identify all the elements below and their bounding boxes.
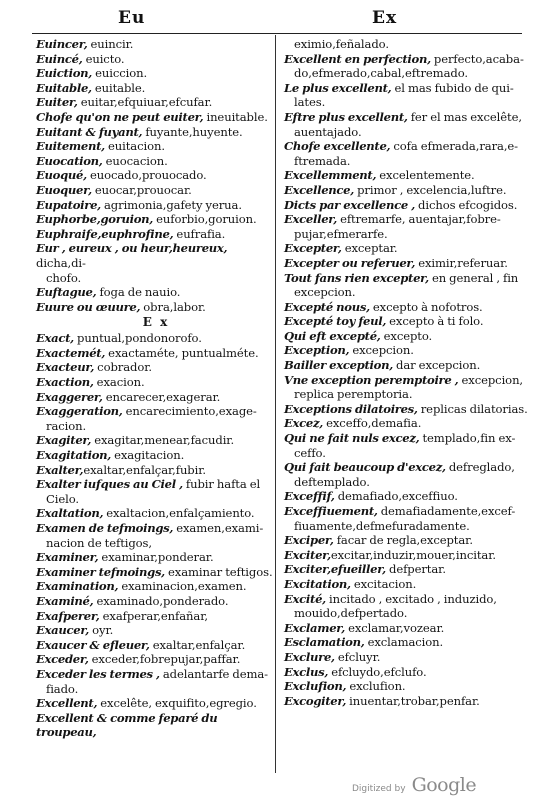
entry-translation: exagitar,menear,facudir. [91,433,235,448]
dictionary-entry [36,711,276,740]
dictionary-entry [36,696,276,711]
dictionary-entry [36,594,276,609]
dictionary-entry [284,110,528,125]
google-watermark [352,774,476,796]
entry-headword: Exaucer & efleuer, [36,637,150,652]
entry-translation: excepcion. [294,285,356,300]
entry-headword: Excellent, [36,696,98,711]
entry-translation: exaltar,enfalçar. [149,637,246,652]
entry-continuation [284,446,528,461]
entry-continuation [284,154,528,169]
section-title-ex: E x [142,315,170,330]
dictionary-entry [284,592,528,607]
entry-headword: Exceffif, [284,489,335,504]
entry-headword: Eftre plus excellent, [284,109,408,124]
entry-headword: Chofe excellente, [284,139,391,154]
entry-headword: Excepté toy feul, [284,314,387,329]
entry-translation: demafiadamente,excef- [377,504,516,518]
entry-translation: do,efmerado,cabal,eftremado. [294,66,468,81]
entry-translation: euocar,prouocar. [91,182,192,197]
entry-translation: euitable. [91,80,146,95]
entry-translation: fer el mas excelête, [407,109,522,124]
entry-translation: excitar,induzir,mouer,incitar. [330,547,496,562]
entry-headword: Examiner, [36,550,99,565]
dictionary-entry [284,373,528,388]
header-rule [32,33,522,34]
entry-headword: Exceder les termes , [36,666,160,681]
entry-translation: exceder,fobrepujar,paffar. [88,652,241,667]
entry-headword: Exceller, [284,212,337,227]
entry-translation: foga de nauio. [96,285,181,300]
entry-headword: Examiner tefmoings, [36,564,165,579]
entry-translation: en general , fin [428,270,519,285]
google-logo: Google [411,774,477,796]
entry-continuation [284,95,528,110]
entry-continuation [284,37,528,52]
entry-headword: Excellemment, [284,168,377,183]
dictionary-entry [284,212,528,227]
dictionary-entry [284,343,528,358]
entry-headword: Exacteur, [36,360,95,375]
entry-translation: eufrafia. [173,226,226,241]
dictionary-entry [36,300,276,315]
dictionary-entry [36,81,276,96]
dictionary-entry [284,577,528,592]
entry-headword: Exaggeration, [36,404,123,419]
entry-translation: inuentar,trobar,penfar. [346,693,480,708]
entry-continuation [36,419,276,434]
dictionary-entry [36,638,276,653]
entry-headword: Exaggerer, [36,389,103,404]
dictionary-entry [284,271,528,286]
right-column [284,37,528,708]
entry-headword: Euphraife,euphrofine, [36,226,174,241]
entry-translation: chofo. [46,270,82,285]
entry-translation: eximio,feñalado. [294,37,389,51]
entry-translation: deftemplado. [294,474,370,489]
entry-headword: Exalter iufques au Ciel , [36,477,183,492]
entry-translation: examinar,ponderar. [98,550,214,565]
entry-translation: cofa efmerada,rara,e- [390,139,518,154]
entry-headword: Bailler exception, [284,358,393,373]
entry-translation: excepcion. [349,343,414,358]
entry-headword: Exclufion, [284,679,347,694]
dictionary-entry [36,360,276,375]
dictionary-entry [36,125,276,140]
entry-headword: Exclure, [284,649,335,664]
entry-translation: examinado,ponderado. [93,593,229,608]
entry-translation: primor , excelencia,luftre. [353,182,507,197]
entry-translation: euocacion. [102,153,168,168]
entry-headword: Euitant & fuyant, [36,124,143,139]
entry-translation: replica peremptoria. [294,387,413,402]
entry-translation: lates. [294,95,326,110]
dictionary-entry [36,95,276,110]
entry-translation: euitar,efquiuar,efcufar. [77,95,213,110]
entry-translation: dichos efcogidos. [414,197,518,212]
dictionary-entry [36,110,276,125]
dictionary-entry [36,212,276,227]
dictionary-entry [36,331,276,346]
entry-translation: examinar teftigos. [164,564,273,579]
entry-headword: Exagiter, [36,433,92,448]
entry-translation: fubir hafta el [182,477,261,492]
entry-headword: Exact, [36,331,74,346]
entry-headword: Euincer, [36,37,88,51]
entry-translation: excelentemente. [376,168,475,183]
entry-headword: Exception, [284,343,350,358]
dictionary-entry [284,314,528,329]
entry-translation: dar excepcion. [392,358,481,373]
dictionary-entry [36,52,276,67]
entry-translation: mouido,defpertado. [294,606,408,621]
entry-headword: Excepté nous, [284,299,370,314]
entry-headword: Euocation, [36,153,103,168]
entry-continuation [36,536,276,551]
entry-headword: Excez, [284,416,324,431]
entry-continuation [36,492,276,507]
entry-headword: Exciter,efueiller, [284,562,386,577]
entry-translation: excelête, exquifito,egregio. [97,696,257,711]
entry-translation: el mas fubido de qui- [391,80,514,95]
entry-translation: excepto. [380,328,433,343]
entry-headword: Exalter, [36,462,84,477]
entry-headword: Exaction, [36,375,94,390]
dictionary-entry [284,183,528,198]
dictionary-entry [284,168,528,183]
entry-translation: adelantarfe dema- [159,666,268,681]
entry-translation: exceffo,demafia. [323,416,422,431]
entry-headword: Qui eft excepté, [284,328,381,343]
running-head-left: Eu [118,8,146,28]
entry-headword: Exciper, [284,533,334,548]
entry-translation: demafiado,exceffiuo. [334,489,458,504]
entry-translation: agrimonia,gafety yerua. [100,197,242,212]
left-entries-bottom [36,331,276,740]
entry-translation: encarecimiento,exage- [122,404,257,419]
dictionary-entry [284,621,528,636]
entry-translation: exagitacion. [111,448,185,463]
entry-headword: Exaucer, [36,623,90,638]
dictionary-entry [36,285,276,300]
entry-translation: fiuamente,defmefuradamente. [294,518,470,533]
dictionary-entry [284,548,528,563]
entry-translation: templado,fin ex- [419,431,516,446]
dictionary-entry [284,562,528,577]
entry-translation: efcluyr. [334,649,381,664]
entry-headword: Excepter ou referuer, [284,255,416,270]
entry-headword: Euure ou œuure, [36,299,141,314]
entry-translation: exclamacion. [364,635,444,650]
dictionary-entry [36,463,276,478]
dictionary-entry [284,358,528,373]
dictionary-entry [284,52,528,67]
running-head-right: Ex [372,8,398,28]
entry-continuation [284,519,528,534]
entry-translation: encarecer,exagerar. [102,389,221,404]
dictionary-entry [284,329,528,344]
dictionary-entry [36,154,276,169]
dictionary-entry [36,183,276,198]
entry-translation: fuyante,huyente. [142,124,243,139]
entry-translation: excepcion, [458,372,524,387]
dictionary-entry [284,665,528,680]
entry-headword: Exceptions dilatoires, [284,401,418,416]
entry-continuation [36,682,276,697]
entry-translation: excepto à ti folo. [386,314,484,329]
dictionary-entry [284,139,528,154]
entry-translation: oyr. [89,623,114,638]
dictionary-entry [284,635,528,650]
entry-headword: Exclamer, [284,620,345,635]
entry-translation: euforbio,goruion. [153,212,257,227]
entry-headword: Exaltation, [36,506,104,521]
entry-translation: defreglado, [445,460,515,475]
entry-translation: exaltacion,enfalçamiento. [103,506,255,521]
entry-translation: ineuitable. [203,109,268,124]
entry-headword: Vne exception peremptoire , [284,372,459,387]
dictionary-entry [36,37,276,52]
entry-translation: exacion. [93,375,145,390]
entry-headword: Euoqué, [36,168,87,183]
entry-translation: exclufion. [346,679,406,694]
entry-headword: Eur , eureux , ou heur,heureux, [36,241,228,256]
dictionary-entry [36,390,276,405]
entry-headword: Examen de tefmoings, [36,521,174,535]
entry-headword: Exactemét, [36,345,106,360]
dictionary-entry [284,241,528,256]
entry-headword: Excité, [284,591,326,606]
dictionary-entry [36,66,276,81]
entry-translation: incitado , excitado , induzido, [325,591,497,606]
dictionary-entry [284,81,528,96]
entry-translation: cobrador. [94,360,152,375]
dictionary-entry [36,667,276,682]
entry-translation: exafperar,enfañar, [99,608,208,623]
dictionary-entry [36,623,276,638]
entry-headword: Excepter, [284,241,342,256]
dictionary-entry [36,375,276,390]
entry-headword: Examiné, [36,593,94,608]
entry-headword: Euiter, [36,95,78,110]
entry-translation: euicto. [82,51,125,66]
dictionary-entry [36,139,276,154]
dictionary-entry [36,168,276,183]
entry-headword: Exclus, [284,664,329,679]
entry-headword: Qui fait beaucoup d'excez, [284,460,446,475]
dictionary-entry [284,694,528,709]
entry-translation: eximir,referuar. [415,255,508,270]
left-entries-top [36,37,276,314]
entry-headword: Euincé, [36,51,83,66]
entry-translation: excitacion. [350,576,417,591]
dictionary-entry [284,431,528,446]
entry-translation: defpertar. [385,562,446,577]
entry-headword: Chofe qu'on ne peut euiter, [36,109,204,124]
dictionary-entry [36,346,276,361]
dictionary-entry [36,433,276,448]
entry-continuation [284,227,528,242]
entry-headword: Exagitation, [36,448,111,463]
entry-translation: examen,exami- [173,521,264,535]
entry-translation: nacion de teftigos, [46,535,152,550]
entry-headword: Exafperer, [36,608,100,623]
dictionary-entry [284,416,528,431]
entry-continuation [284,125,528,140]
dictionary-entry [36,506,276,521]
dictionary-entry [36,227,276,242]
entry-translation: racion. [46,418,87,433]
dictionary-entry [36,652,276,667]
right-entries [284,37,528,708]
dictionary-entry [284,650,528,665]
entry-headword: Excellence, [284,182,354,197]
dictionary-entry [36,241,276,270]
entry-headword: Exceder, [36,652,89,667]
entry-translation: exactaméte, puntualméte. [105,345,259,360]
entry-translation: euitacion. [104,139,165,154]
entry-headword: Excellent & comme feparé du troupeau, [36,710,218,740]
dictionary-entry [36,579,276,594]
entry-headword: Euitable, [36,80,92,95]
entry-translation: exaltar,enfalçar,fubir. [83,462,206,477]
entry-headword: Euiction, [36,66,92,81]
entry-translation: facar de regla,exceptar. [333,533,473,548]
entry-headword: Qui ne fait nuls excez, [284,431,420,446]
digitized-by-label: Digitized by [352,784,406,794]
entry-translation: examinacion,examen. [118,579,247,594]
dictionary-entry [36,609,276,624]
dictionary-entry [36,565,276,580]
dictionary-entry [36,404,276,419]
entry-translation: efcluydo,efclufo. [328,664,427,679]
entry-continuation [36,271,276,286]
entry-continuation [284,285,528,300]
entry-headword: Esclamation, [284,635,365,650]
entry-headword: Euphorbe,goruion, [36,212,154,227]
dictionary-entry [284,489,528,504]
entry-translation: euincir. [87,37,134,51]
left-column [36,37,276,740]
entry-translation: ceffo. [294,445,326,460]
dictionary-entry [36,477,276,492]
dictionary-entry [284,533,528,548]
entry-translation: euiccion. [92,66,148,81]
entry-translation: pujar,efmerarfe. [294,226,388,241]
entry-translation: replicas dilatorias. [417,401,528,416]
entry-headword: Exceffiuement, [284,504,378,518]
entry-headword: Excitation, [284,576,351,591]
entry-translation: perfecto,acaba- [430,51,524,66]
entry-continuation [284,475,528,490]
dictionary-entry [36,550,276,565]
dictionary-entry [284,504,528,519]
entry-translation: euocado,prouocado. [86,168,207,183]
entry-translation: excepto à nofotros. [369,299,483,314]
entry-headword: Tout fans rien excepter, [284,270,429,285]
entry-translation: auentajado. [294,124,362,139]
entry-translation: ftremada. [294,153,351,168]
entry-translation: exceptar. [341,241,398,256]
dictionary-entry [284,460,528,475]
entry-headword: Dicts par excellence , [284,197,415,212]
entry-headword: Euoquer, [36,182,92,197]
entry-headword: Le plus excellent, [284,80,392,95]
entry-headword: Exciter, [284,547,331,562]
dictionary-entry [284,198,528,213]
entry-headword: Examination, [36,579,119,594]
dictionary-entry [36,521,276,536]
entry-headword: Eupatoire, [36,197,101,212]
dictionary-entry [284,300,528,315]
dictionary-entry [284,402,528,417]
entry-headword: Excellent en perfection, [284,51,431,66]
dictionary-entry [36,198,276,213]
entry-headword: Euitement, [36,139,105,154]
entry-headword: Excogiter, [284,693,347,708]
entry-translation: exclamar,vozear. [344,620,445,635]
dictionary-entry [284,256,528,271]
entry-continuation [284,606,528,621]
entry-translation: dicha,di- [36,255,86,270]
dictionary-entry [284,679,528,694]
entry-translation: fiado. [46,681,79,696]
dictionary-entry [36,448,276,463]
entry-continuation [284,66,528,81]
entry-translation: Cielo. [46,491,80,506]
entry-translation: puntual,pondonorofo. [73,331,202,346]
entry-translation: obra,labor. [140,299,206,314]
entry-continuation [284,387,528,402]
entry-headword: Euftague, [36,285,97,300]
entry-translation: eftremarfe, auentajar,fobre- [336,212,501,227]
